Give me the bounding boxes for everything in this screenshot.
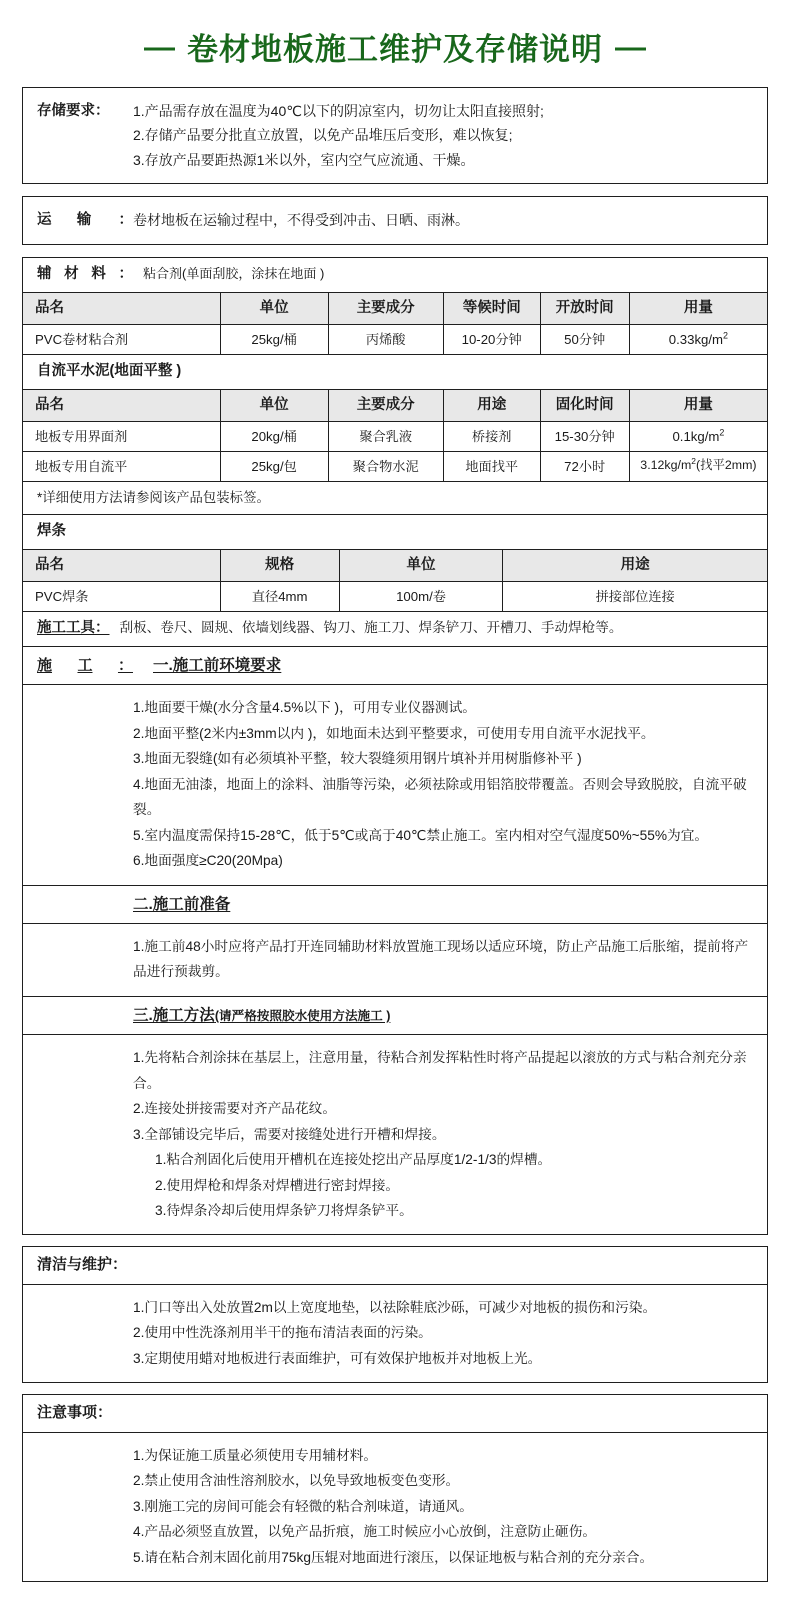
- construction-label-colon: ：: [117, 656, 133, 674]
- construction-item: 5.室内温度需保持15-28℃，低于5℃或高于40℃禁止施工。室内相对空气湿度50%~55%为宜。: [133, 827, 709, 843]
- construction-item: 1.施工前48小时应将产品打开连同辅助材料放置施工现场以适应环境，防止产品施工后胀缩，提前将产品进行预裁剪。: [133, 938, 749, 980]
- cell-name: 地板专用界面剂: [23, 421, 220, 451]
- construction-tools-text: 刮板、卷尺、圆规、依墙划线器、钩刀、施工刀、焊条铲刀、开槽刀、手动焊枪等。: [119, 619, 623, 635]
- construction-section3-body: [23, 1035, 767, 1234]
- construction-label: [37, 655, 133, 678]
- title-text: 卷材地板施工维护及存储说明: [187, 32, 603, 67]
- construction-item: 4.地面无油漆，地面上的涂料、油脂等污染，必须祛除或用铝箔胶带覆盖。否则会导致脱胶，自流平破裂。: [133, 776, 747, 818]
- notice-box: [22, 1394, 768, 1582]
- aux-label-char: 辅: [37, 266, 52, 283]
- col-header: 单位: [220, 390, 328, 422]
- cell-component: 聚合物水泥: [328, 451, 443, 481]
- construction-item: 2.连接处拼接需要对齐产品花纹。: [133, 1101, 337, 1117]
- storage-label: 存储要求：: [37, 103, 110, 119]
- construction-item: 3.地面无裂缝(如有必须填补平整，较大裂缝须用钢片填补并用树脂修补平 ): [133, 751, 582, 767]
- cell-unit: 100m/卷: [339, 581, 503, 611]
- col-header: 用途: [443, 390, 540, 422]
- storage-item: 2.存储产品要分批直立放置，以免产品堆压后变形，难以恢复;: [133, 127, 513, 144]
- construction-subitem: 2.使用焊枪和焊条对焊槽进行密封焊接。: [155, 1177, 400, 1193]
- cell-unit: 25kg/桶: [220, 324, 328, 354]
- usage-value: 0.33kg/m: [668, 331, 724, 347]
- table-header-row: [23, 550, 767, 582]
- storage-requirements-box: [22, 87, 768, 184]
- col-header: 单位: [220, 293, 328, 325]
- welding-rod-table: [23, 550, 767, 611]
- materials-and-construction-box: [22, 257, 768, 1235]
- construction-section1-body: [23, 685, 767, 885]
- notice-item: 4.产品必须竖直放置，以免产品折痕，施工时候应小心放倒，注意防止砸伤。: [133, 1524, 597, 1540]
- cleaning-heading: 清洁与维护：: [23, 1247, 767, 1285]
- adhesive-table-wrap: [23, 293, 767, 355]
- adhesive-table: [23, 293, 767, 354]
- col-header: 品名: [23, 390, 220, 422]
- usage-tail: (找平2mm): [695, 458, 757, 473]
- cell-usage: [629, 421, 767, 451]
- construction-item: 3.全部铺设完毕后，需要对接缝处进行开槽和焊接。: [133, 1126, 446, 1142]
- page-title: [0, 0, 790, 87]
- col-header: 品名: [23, 550, 220, 582]
- cell-purpose: 拼接部位连接: [503, 581, 767, 611]
- col-header: 等候时间: [443, 293, 540, 325]
- self-leveling-title-row: [23, 355, 767, 390]
- col-header: 开放时间: [540, 293, 629, 325]
- welding-rod-title-row: [23, 515, 767, 550]
- transport-label-char-a: 运: [37, 212, 52, 229]
- construction-item: 2.地面平整(2米内±3mm以内 )，如地面未达到平整要求，可使用专用自流平水泥找平。: [133, 725, 655, 741]
- cleaning-body: [23, 1285, 767, 1382]
- aux-label-colon: ：: [118, 266, 133, 283]
- cell-unit: 25kg/包: [220, 451, 328, 481]
- construction-item: 6.地面强度≥C20(20Mpa): [133, 853, 283, 869]
- cell-cure-time: 72小时: [540, 451, 629, 481]
- cleaning-item: 3.定期使用蜡对地板进行表面维护，可有效保护地板并对地板上光。: [133, 1350, 542, 1366]
- construction-heading-row: [23, 647, 767, 686]
- notice-item: 2.禁止使用含油性溶剂胶水，以免导致地板变色变形。: [133, 1473, 460, 1489]
- cell-name: PVC卷材粘合剂: [23, 324, 220, 354]
- notice-body: [23, 1433, 767, 1581]
- col-header: 固化时间: [540, 390, 629, 422]
- welding-rod-title: 焊条: [37, 523, 66, 540]
- aux-label-char: 材: [64, 266, 79, 283]
- transport-text: 卷材地板在运输过程中，不得受到冲击、日晒、雨淋。: [133, 212, 469, 229]
- transport-box: [22, 196, 768, 245]
- construction-section1-heading: 一.施工前环境要求: [153, 656, 282, 674]
- self-leveling-table-wrap: [23, 390, 767, 482]
- self-leveling-title: 自流平水泥(地面平整 ): [37, 362, 182, 379]
- table-header-row: [23, 390, 767, 422]
- storage-items: [133, 99, 753, 172]
- construction-subitem: 1.粘合剂固化后使用开槽机在连接处挖出产品厚度1/2-1/3的焊槽。: [155, 1152, 552, 1168]
- cell-wait-time: 10-20分钟: [443, 324, 540, 354]
- cell-component: 聚合乳液: [328, 421, 443, 451]
- transport-label-char-b: 输: [76, 212, 92, 229]
- aux-material-note: 粘合剂(单面刮胶，涂抹在地面 ): [143, 266, 325, 282]
- transport-label-colon: ：: [118, 212, 133, 229]
- notice-heading: 注意事项：: [23, 1395, 767, 1433]
- col-header: 用途: [503, 550, 767, 582]
- construction-subitem: 3.待焊条冷却后使用焊条铲刀将焊条铲平。: [155, 1203, 413, 1218]
- construction-section3-heading: [23, 997, 767, 1035]
- cleaning-item: 1.门口等出入处放置2m以上宽度地垫，以祛除鞋底沙砾，可减少对地板的损伤和污染。: [133, 1299, 657, 1315]
- aux-material-label: [37, 264, 133, 286]
- cell-usage: [629, 324, 767, 354]
- construction-label-char-a: 施: [37, 656, 53, 674]
- table-row: [23, 451, 767, 481]
- storage-item: 3.存放产品要距热源1米以外，室内空气应流通、干燥。: [133, 151, 475, 168]
- cell-name: PVC焊条: [23, 581, 220, 611]
- cell-name: 地板专用自流平: [23, 451, 220, 481]
- welding-rod-table-wrap: [23, 550, 767, 612]
- aux-material-header-row: [23, 258, 767, 293]
- construction-section2-body: [23, 924, 767, 997]
- col-header: 主要成分: [328, 293, 443, 325]
- title-dash-right: —: [615, 28, 646, 64]
- self-leveling-table: [23, 390, 767, 481]
- cell-open-time: 50分钟: [540, 324, 629, 354]
- aux-label-char: 料: [91, 266, 106, 283]
- self-leveling-footnote: *详细使用方法请参阅该产品包装标签。: [23, 482, 767, 515]
- table-header-row: [23, 293, 767, 325]
- storage-item: 1.产品需存放在温度为40℃以下的阴凉室内，切勿让太阳直接照射;: [133, 103, 544, 119]
- cell-purpose: 地面找平: [443, 451, 540, 481]
- usage-value: 3.12kg/m: [640, 458, 692, 473]
- cell-purpose: 桥接剂: [443, 421, 540, 451]
- cell-spec: 直径4mm: [220, 581, 339, 611]
- usage-value: 0.1kg/m: [672, 428, 720, 444]
- construction-section2-heading: 二.施工前准备: [23, 886, 767, 924]
- col-header: 单位: [339, 550, 503, 582]
- table-row: [23, 324, 767, 354]
- col-header: 用量: [629, 390, 767, 422]
- cell-unit: 20kg/桶: [220, 421, 328, 451]
- cell-cure-time: 15-30分钟: [540, 421, 629, 451]
- cleaning-item: 2.使用中性洗涤剂用半干的拖布清洁表面的污染。: [133, 1325, 432, 1341]
- title-dash-left: —: [144, 28, 175, 64]
- construction-section3-heading-text: 三.施工方法: [133, 1006, 215, 1024]
- usage-superscript: 2: [719, 427, 725, 438]
- col-header: 品名: [23, 293, 220, 325]
- construction-item: 1.先将粘合剂涂抹在基层上，注意用量，待粘合剂发挥粘性时将产品提起以滚放的方式与粘合剂充分亲合。: [133, 1050, 747, 1091]
- col-header: 用量: [629, 293, 767, 325]
- notice-item: 3.刚施工完的房间可能会有轻微的粘合剂味道，请通风。: [133, 1498, 473, 1514]
- usage-superscript: 2: [723, 330, 729, 341]
- usage-superscript: 2: [691, 456, 696, 467]
- table-row: [23, 581, 767, 611]
- notice-item: 5.请在粘合剂末固化前用75kg压辊对地面进行滚压，以保证地板与粘合剂的充分亲合。: [133, 1549, 654, 1565]
- construction-tools-label: 施工工具：: [37, 619, 110, 636]
- col-header: 规格: [220, 550, 339, 582]
- transport-label: [37, 208, 133, 233]
- cleaning-maintenance-box: [22, 1246, 768, 1383]
- construction-section3-heading-paren: (请严格按照胶水使用方法施工 ): [214, 1008, 391, 1023]
- cell-component: 丙烯酸: [328, 324, 443, 354]
- construction-item: 1.地面要干燥(水分含量4.5%以下 )，可用专业仪器测试。: [133, 700, 476, 716]
- construction-tools-row: [23, 612, 767, 647]
- construction-label-char-b: 工: [77, 656, 93, 674]
- notice-item: 1.为保证施工质量必须使用专用辅材料。: [133, 1447, 378, 1463]
- table-row: [23, 421, 767, 451]
- cell-usage: [629, 451, 767, 481]
- col-header: 主要成分: [328, 390, 443, 422]
